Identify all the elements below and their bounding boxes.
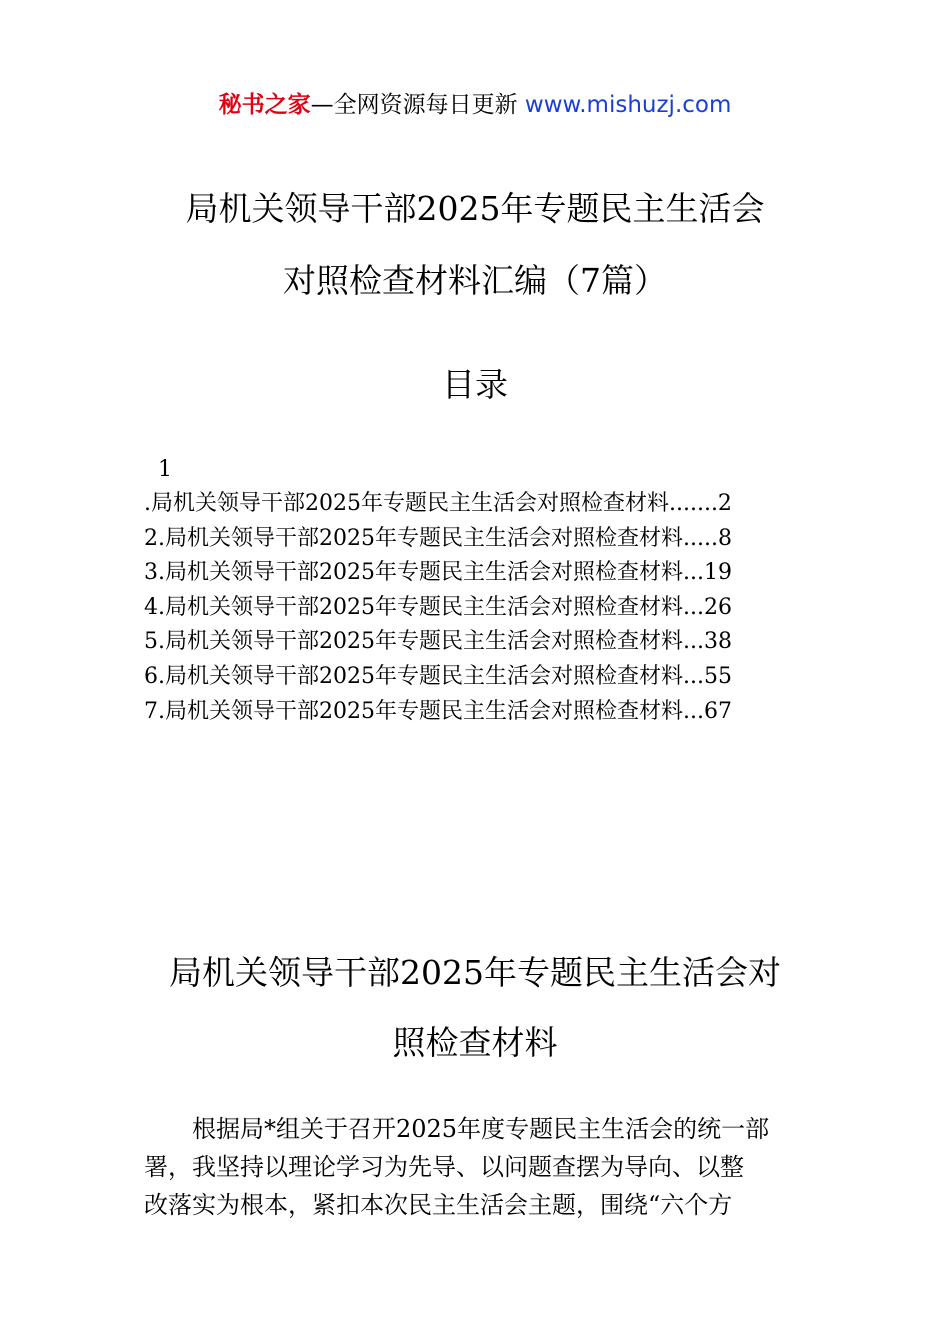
site-url-link[interactable]: www.mishuzj.com [524,92,732,118]
toc-item[interactable]: 7.局机关领导干部2025年专题民主生活会对照检查材料...67 [144,698,732,724]
section-title-line-1: 局机关领导干部2025年专题民主生活会对 [169,953,781,992]
toc-item[interactable]: 4.局机关领导干部2025年专题民主生活会对照检查材料...26 [144,594,732,620]
document-title-line-1: 局机关领导干部2025年专题民主生活会 [185,189,765,228]
toc-heading: 目录 [442,365,508,404]
site-header [0,88,950,122]
body-paragraph: 根据局*组关于召开2025年度专题民主生活会的统一部 署，我坚持以理论学习为先导、以问题查摆为导向、以整 改落实为根本，紧扣本次民主生活会主题，围绕“六个方 [144,1115,770,1219]
toc-item[interactable]: 3.局机关领导干部2025年专题民主生活会对照检查材料...19 [144,560,732,586]
site-brand: 秘书之家 [218,92,311,118]
toc-item[interactable]: 2.局机关领导干部2025年专题民主生活会对照检查材料.....8 [144,525,732,551]
table-of-contents [144,487,814,729]
toc-item[interactable]: 6.局机关领导干部2025年专题民主生活会对照检查材料...55 [144,663,732,689]
toc-item[interactable]: .局机关领导干部2025年专题民主生活会对照检查材料.......2 [144,491,732,516]
toc-item[interactable]: 5.局机关领导干部2025年专题民主生活会对照检查材料...38 [144,629,732,655]
document-title-line-2: 对照检查材料汇编（7篇） [283,261,667,300]
section-title-line-2: 照检查材料 [392,1023,558,1062]
site-tagline: —全网资源每日更新 [310,92,518,118]
toc-first-item-number: 1 [158,457,172,482]
